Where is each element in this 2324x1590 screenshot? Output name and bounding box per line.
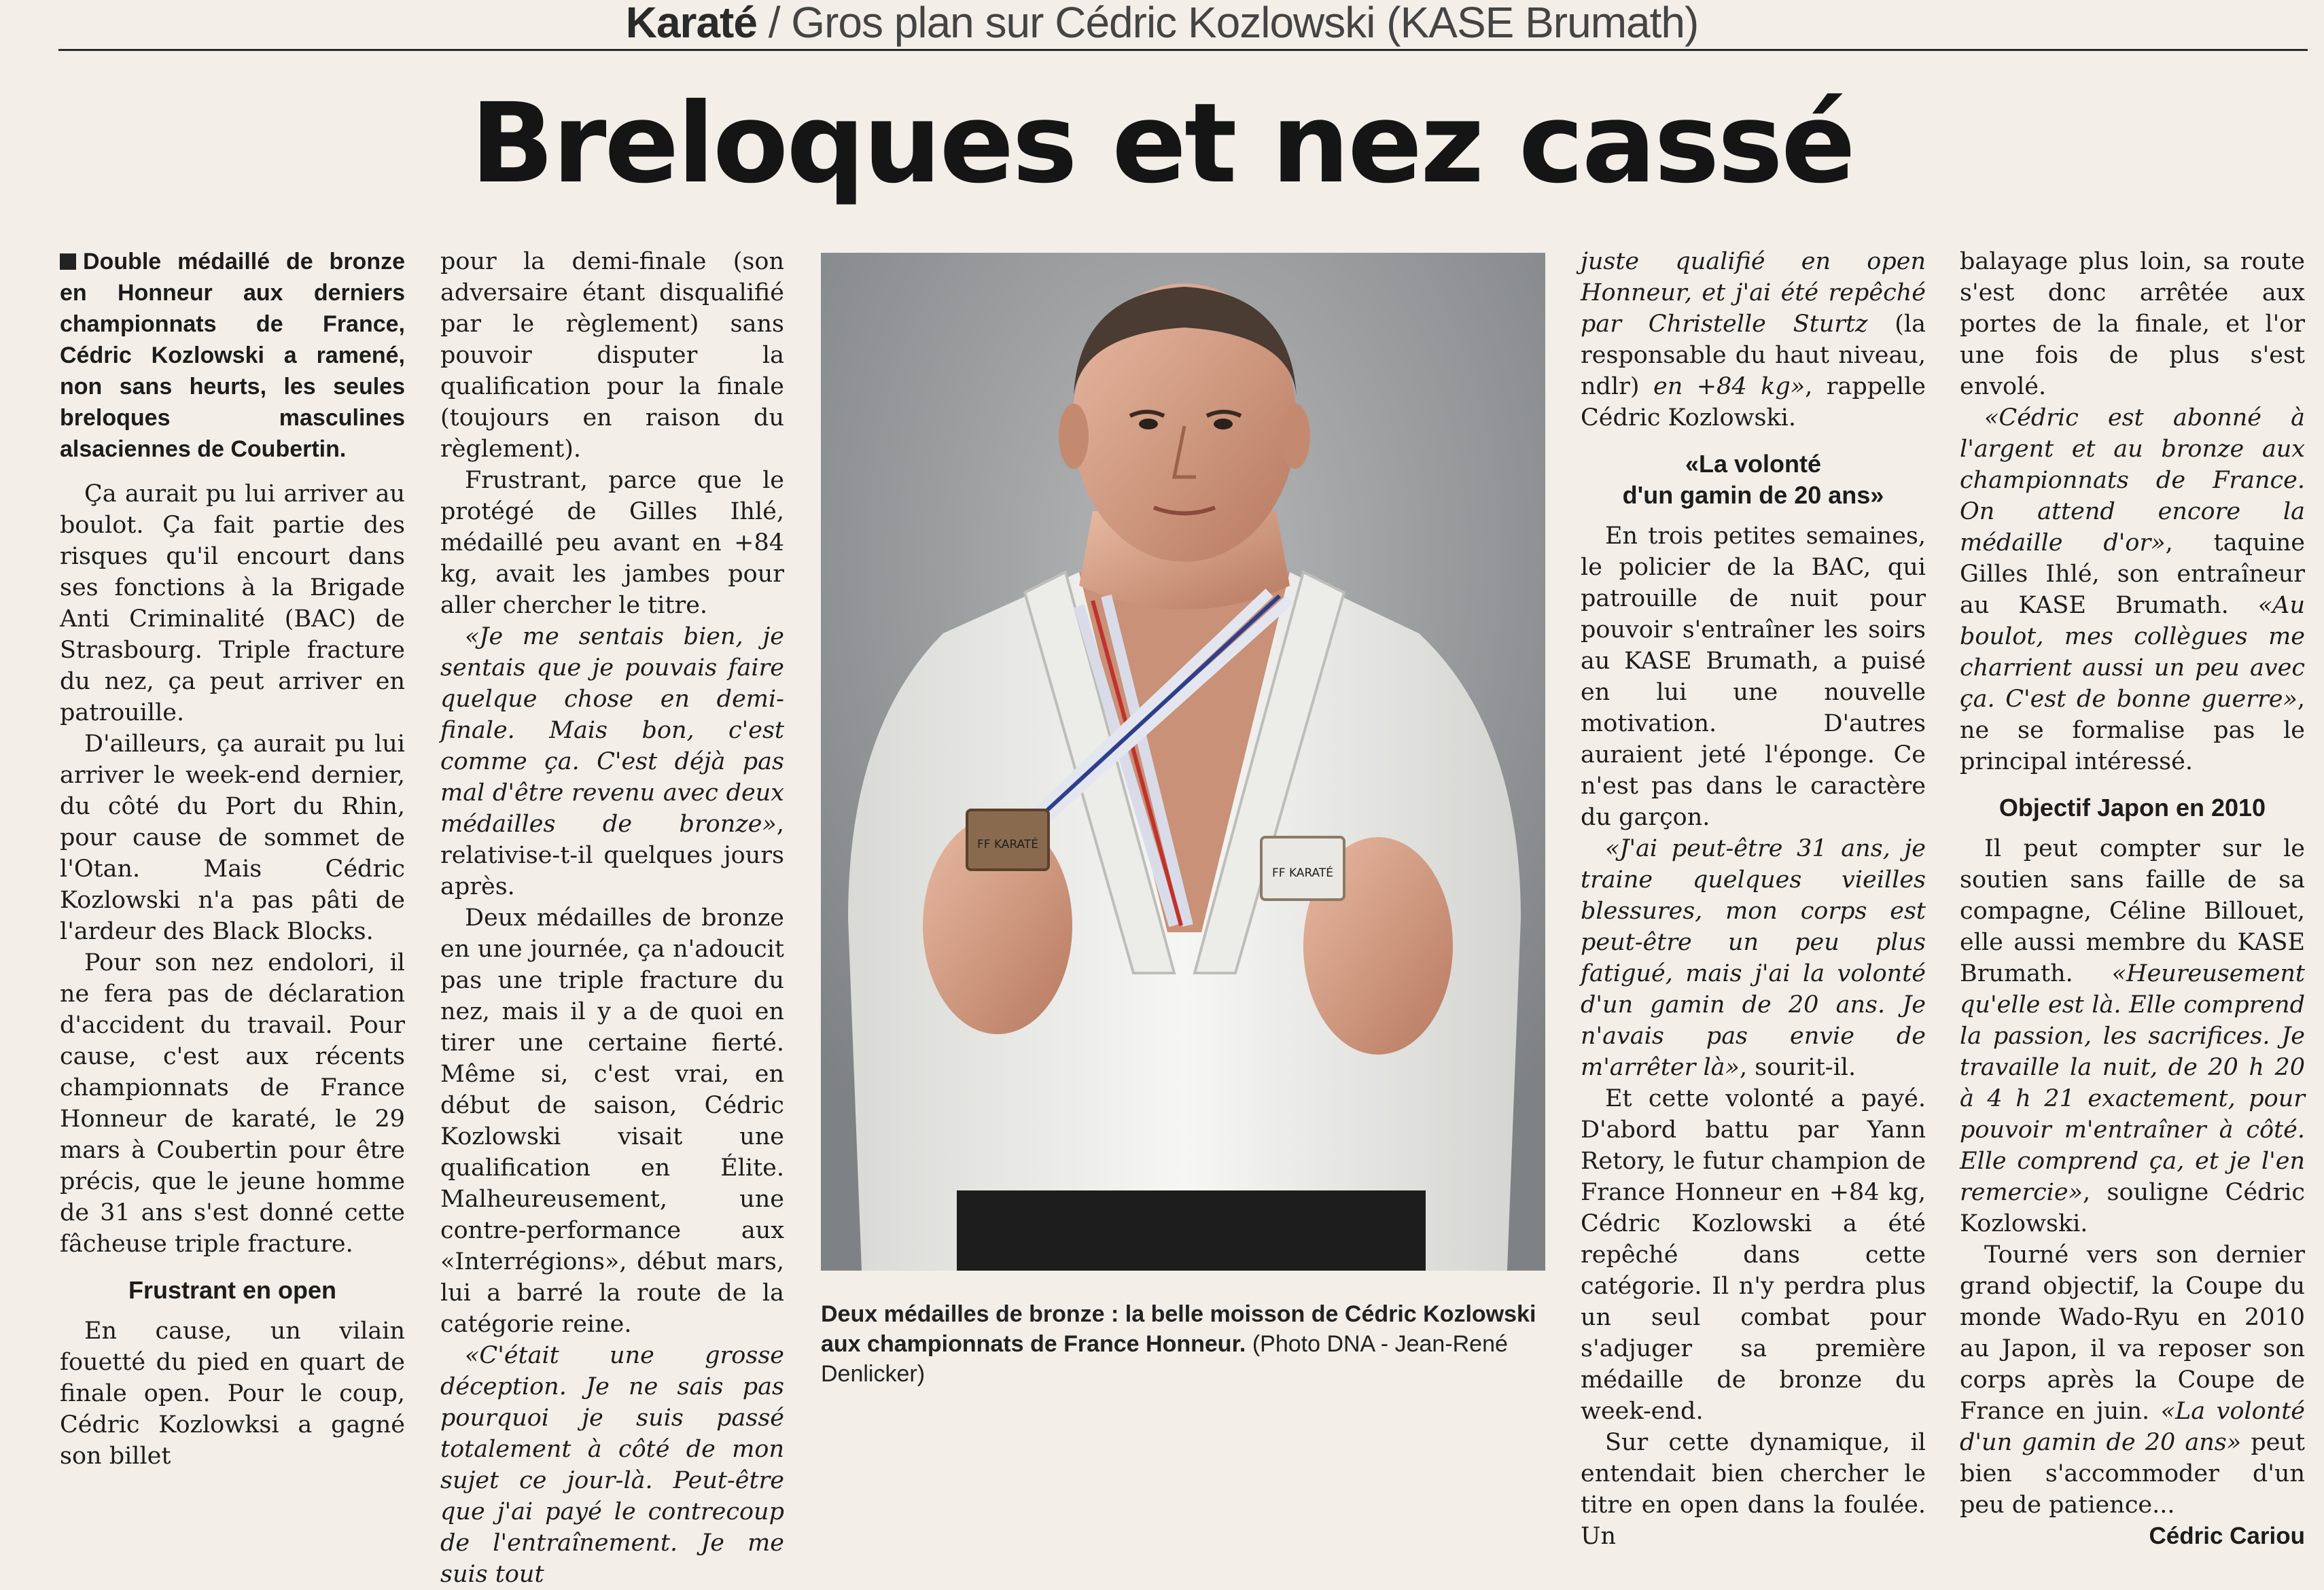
lead-text: Double médaillé de bronze en Honneur aux derniers championnats de France, Cédric Kozlowski a ramené, non sans heurts, les seules breloques masculines alsaciennes de Coubertin. [60, 249, 405, 462]
paragraph: juste qualifié en open Honneur, et j'ai été repêché par Christelle Sturtz (la responsable du haut niveau, ndlr) en +84 kg», rappelle Cédric Kozlowski. [1581, 248, 1926, 431]
quote: «J'ai peut-être 31 ans, je traine quelques vieilles blessures, mon corps est peut-être un peu plus fatigué, mais j'ai la volonté d'un gamin de 20 ans. Je n'avais pas envie de m'arrêter là» [1581, 835, 1926, 1081]
article-photo [821, 253, 1545, 1271]
bronze-medal-right [1261, 837, 1344, 900]
subheading: Objectif Japon en 2010 [1999, 794, 2266, 822]
paragraph: En trois petites semaines, le policier de la BAC, qui patrouille de nuit pour pouvoir s'entraîner les soirs au KASE Brumath, a puisé en lui une nouvelle motivation. D'autres auraient jeté l'éponge. Ce n'est pas dans le caractère du garçon. [1581, 523, 1926, 831]
karateka-illustration [821, 253, 1545, 1271]
paragraph: «Je me sentais bien, je sentais que je pouvais faire quelque chose en demi-finale. Mais bon, c'est comme ça. C'est déjà pas mal d'être revenu avec deux médailles de bronze», relativise-t-il quelques jours après. [440, 623, 784, 900]
author-signature: Cédric Cariou [2149, 1523, 2305, 1549]
section-name: Karaté [625, 0, 757, 47]
column-3 [1581, 246, 1926, 1550]
paragraph: Et cette volonté a payé. D'abord battu par Yann Retory, le futur champion de France Honneur en +84 kg, Cédric Kozlowski a été repêché dans cette catégorie. Il n'y perdra plus un seul combat pour s'adjuger sa première médaille de bronze du week-end. [1581, 1085, 1926, 1425]
quote-paragraph: «C'était une grosse déception. Je ne sais pas pourquoi je suis passé totalement à côté de mon sujet ce jour-là. Peut-être que j'ai payé le contrecoup de l'entraînement. Je me suis tout [440, 1342, 784, 1588]
photo-caption [821, 1299, 1555, 1389]
svg-text:FF KARATÉ: FF KARATÉ [1272, 866, 1333, 880]
paragraph: balayage plus loin, sa route s'est donc arrêtée aux portes de la finale, et l'or une fois de plus s'est envolé. [1960, 248, 2305, 400]
paragraph: Ça aurait pu lui arriver au boulot. Ça fait partie des risques qu'il encourt dans ses fonctions à la Brigade Anti Criminalité (BAC) de Strasbourg. Triple fracture du nez, ça peut arriver en patrouille. [60, 480, 405, 726]
subheading: «La volonté d'un gamin de 20 ans» [1622, 450, 1884, 509]
photo-credit: (Photo DNA - Jean-René Denlicker) [821, 1331, 1508, 1387]
paragraph: Frustrant, parce que le protégé de Gilles Ihlé, médaillé peu avant en +84 kg, avait les jambes pour aller chercher le titre. [440, 467, 784, 619]
paragraph: Sur cette dynamique, il entendait bien chercher le titre en open dans la foulée. Un [1581, 1429, 1926, 1550]
article-lead [60, 246, 405, 465]
bronze-medal-left [967, 810, 1049, 870]
column-2 [440, 246, 784, 1588]
paragraph: Il peut compter sur le soutien sans faille de sa compagne, Céline Billouet, elle aussi membre du KASE Brumath. «Heureusement qu'elle est là. Elle comprend la passion, les sacrifices. Je travaille la nuit, de 20 h 20 à 4 h 21 exactement, pour pouvoir m'entraîner à côté. Elle comprend ça, et je l'en remercie», souligne Cédric Kozlowski. [1960, 835, 2305, 1237]
svg-text:FF KARATÉ: FF KARATÉ [977, 838, 1038, 851]
paragraph: Deux médailles de bronze en une journée, ça n'adoucit pas une triple fracture du nez, mais il y a de quoi en tirer une certaine fierté. Même si, c'est vrai, en début de saison, Cédric Kozlowski visait une qualification en Élite. Malheureusement, une contre-performance aux «Interrégions», début mars, lui a barré la route de la catégorie reine. [440, 904, 784, 1338]
paragraph: En cause, un vilain fouetté du pied en quart de finale open. Pour le coup, Cédric Kozlowksi a gagné son billet [60, 1318, 405, 1470]
column-1 [60, 246, 405, 1470]
paragraph: Pour son nez endolori, il ne fera pas de déclaration d'accident du travail. Pour cause, c'est aux récents championnats de France Honneur de karaté, le 29 mars à Coubertin pour être précis, que le jeune homme de 31 ans s'est donné cette fâcheuse triple fracture. [60, 949, 405, 1258]
subheading: Frustrant en open [128, 1276, 337, 1304]
lead-bullet-square [60, 253, 76, 270]
paragraph: «J'ai peut-être 31 ans, je traine quelques vieilles blessures, mon corps est peut-être un peu plus fatigué, mais j'ai la volonté d'un gamin de 20 ans. Je n'avais pas envie de m'arrêter là», sourit-il. [1581, 835, 1926, 1081]
column-4 [1960, 246, 2306, 1549]
quote: «Je me sentais bien, je sentais que je pouvais faire quelque chose en demi-finale. Mais bon, c'est comme ça. C'est déjà pas mal d'être revenu avec deux médailles de bronze» [440, 623, 784, 838]
caption-text: Deux médailles de bronze : la belle moisson de Cédric Kozlowski aux championnats de France Honneur. [821, 1301, 1536, 1357]
header-rule [58, 49, 2308, 51]
paragraph: Tourné vers son dernier grand objectif, la Coupe du monde Wado-Ryu en 2010 au Japon, il va reposer son corps après la Coupe de France en juin. «La volonté d'un gamin de 20 ans» peut bien s'accommoder d'un peu de patience... [1960, 1241, 2306, 1519]
paragraph: D'ailleurs, ça aurait pu lui arriver le week-end dernier, du côté du Port du Rhin, pour cause de sommet de l'Otan. Mais Cédric Kozlowski n'a pas pâti de l'ardeur des Black Blocks. [60, 730, 405, 945]
section-topic: / Gros plan sur Cédric Kozlowski (KASE Brumath) [756, 0, 1699, 47]
paragraph: pour la demi-finale (son adversaire étant disqualifié par le règlement) sans pouvoir disputer la qualification pour la finale (toujours en raison du règlement). [440, 248, 784, 463]
paragraph: «Cédric est abonné à l'argent et au bronze aux championnats de France. On attend encore la médaille d'or», taquine Gilles Ihlé, son entraîneur au KASE Brumath. «Au boulot, mes collègues me charrient aussi un peu avec ça. C'est de bonne guerre», ne se formalise pas le principal intéressé. [1960, 404, 2305, 775]
black-belt [957, 1190, 1426, 1271]
quote: «Cédric est abonné à l'argent et au bronze aux championnats de France. On attend encore la médaille d'or» [1960, 404, 2305, 556]
article-headline: Breloques et nez cassé [470, 80, 1854, 208]
section-rubric [0, 0, 2324, 45]
